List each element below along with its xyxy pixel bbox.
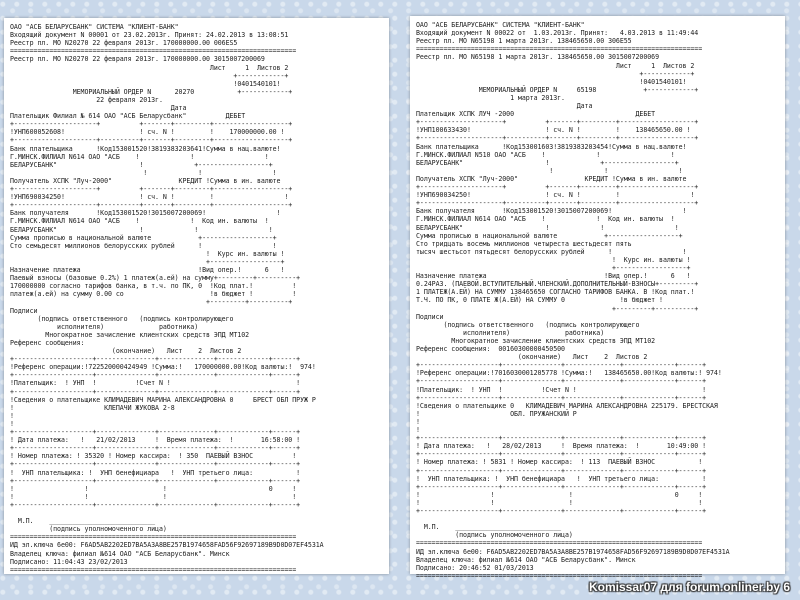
document-line: Г.МИНСК.ФИЛИАЛ N614 ОАО "АСБ ! ! Код ин. валюты ! — [416, 215, 675, 224]
document-line: +--------------------+---------------+--------------+-------------+------+ — [10, 428, 301, 436]
document-line: !0401540101! — [416, 77, 691, 86]
document-line: Многократное зачисление клиентских средств ЭПД МТ102 — [416, 336, 656, 345]
document-line: !Плательщик: ! УНП ! !Счет N ! ! — [416, 385, 707, 394]
document-line: платеж(а.ей) на сумму 0.00 со !в бюджет ! ! — [10, 290, 297, 299]
document-line: ! Номер платежа: ! 35320 ! Номер кассира: ! 350 ПАЕВЫЙ ВЗНОС ! — [10, 452, 297, 461]
page-number: 6 — [783, 580, 790, 594]
document-line: +--------------------+---------------+--------------+-------------+------+ — [10, 387, 301, 396]
document-line: +---------+----------+ — [416, 304, 699, 313]
document-line: +--------------------+---------------+--------------+-------------+------+ — [10, 476, 301, 485]
document-line: Входящий документ N 00001 от 23.02.2013г. Принят: 24.02.2013 в 13:08:51 — [10, 31, 289, 40]
document-line: +--------------------+---------------+--------------+-------------+------+ — [416, 361, 707, 370]
document-line: М.П. ___________________________ — [416, 523, 562, 532]
credit-text: Komissar07 для forum.onliner.by — [589, 580, 780, 594]
right-payment-order-document — [410, 16, 785, 580]
document-line: ! ОБЛ. ПРУЖАНСКИЙ Р — [416, 409, 577, 418]
document-line: +--------------------+---------------+--------------+-------------+------+ — [10, 371, 301, 380]
document-line: ИД эл.ключа 6е00: F6AD5AB2202ED7BA5A3A8BE257B1974658FAD56F92697189B9D0D07EF4531A — [416, 547, 730, 556]
document-line: ! ! ! 0 ! — [10, 484, 297, 493]
document-line: Дата — [10, 104, 187, 112]
document-line: !Референс операции:!722520000424949 !Сумма:! 170000000.00!Код валюты:! 974! — [10, 363, 316, 372]
document-line: ========================================================================= — [10, 47, 297, 56]
document-line: MЕМОРИАЛЬНЫЙ ОРДЕР N 65198 +------------+ — [416, 85, 699, 94]
document-line: ОАО "АСБ БЕЛАРУСБАНК" СИСТЕМА "КЛИЕНТ-БАНК" — [416, 21, 585, 29]
document-line: +------------+ — [10, 71, 289, 80]
document-line: !Референс операции:!7016030001205778 !Сумма:! 138465650.00!Код валюты:! 974! — [416, 369, 722, 378]
forum-credit-watermark — [589, 580, 790, 594]
document-line: +---------------------+----------+-------+---------+-------------------+ — [10, 201, 293, 210]
document-line: Сто тридцать восемь миллионов четыреста шестьдесят пять — [416, 239, 632, 248]
document-line: ! УНП плательщика: ! УНП бенефициара ! УНП третьего лица: ! — [10, 468, 301, 477]
document-line: Назначение платежа !Вид опер.! 6 ! — [10, 266, 285, 274]
document-line: +---------------------+ +-------+---------+-------------------+ — [416, 118, 699, 127]
document-line: Г.МИНСК.ФИЛИАЛ N614 ОАО "АСБ ! ! Код ин. валюты ! — [10, 217, 269, 226]
document-line: MЕМОРИАЛЬНЫЙ ОРДЕР N 20270 +------------+ — [10, 87, 293, 96]
document-line: ! Курс ин. валюты ! — [10, 249, 285, 258]
document-line: !УНП100633430! ! сч. N ! ! 138465650.00 ! — [416, 126, 691, 135]
document-line: +--------------------+---------------+--------------+-------------+------+ — [416, 434, 707, 443]
document-line: Получатель ХСПК "Луч-2000" КРЕДИТ !Сумма в ин. валюте — [10, 176, 281, 185]
document-line: !УНП600052608! ! сч. N ! ! 170000000.00 ! — [10, 128, 285, 137]
document-line: Многократное зачисление клиентских средств ЭПД МТ102 — [10, 330, 250, 339]
document-line: Дата — [416, 102, 593, 110]
document-line: !УНП690034250! ! сч. N ! ! ! — [416, 191, 695, 200]
document-line: ОАО "АСБ БЕЛАРУСБАНК" СИСТЕМА "КЛИЕНТ-БАНК" — [10, 23, 179, 31]
document-line: +--------------------+---------------+--------------+-------------+------+ — [416, 393, 707, 402]
document-line: Назначение платежа !Вид опер.! 6 ! — [416, 272, 691, 281]
document-line: Владелец ключа: филиал №614 ОАО "АСБ Беларусбанк". Минск — [416, 555, 636, 564]
document-line: (подпись ответственного (подпись контролирующего — [416, 320, 640, 329]
document-line: !УНП690034250! ! сч. N ! ! ! — [10, 193, 289, 202]
document-line: Сумма прописью в национальной валюте +------------------+ — [416, 231, 683, 240]
document-line: ========================================================================= — [10, 533, 297, 542]
document-line: +---------------------+----------+-------+---------+-------------------+ — [416, 134, 699, 143]
document-line: ! — [10, 411, 14, 420]
document-line: !Плательщик: ! УНП ! !Счет N ! ! — [10, 379, 301, 388]
document-line: +--------------------+---------------+--------------+-------------+------+ — [10, 460, 301, 469]
document-line: (подпись уполномоченного лица) — [10, 525, 167, 534]
document-line: Реестр пл. МО N65198 1 марта 2013г. 138465650.00 3015007200069 — [416, 53, 660, 62]
document-line: Банк плательщика !Код153001603!3819383203454!Сумма в нац.валюте! — [416, 142, 687, 151]
document-line: Плательщик ХСПК ЛУЧ -2000 ДЕБЕТ — [416, 110, 656, 119]
document-line: +--------------------+---------------+--------------+-------------+------+ — [416, 466, 707, 475]
document-line: +--------------------+---------------+--------------+-------------+------+ — [416, 450, 707, 459]
document-line: М.П. ___________________________ — [10, 517, 156, 526]
document-line: Г.МИНСК.ФИЛИАЛ N614 ОАО "АСБ ! ! ! — [10, 152, 269, 161]
document-line: +--------------------+---------------+--------------+-------------+------+ — [416, 507, 707, 515]
document-line: ! — [10, 419, 14, 428]
document-line: Входящий документ N 00022 от 1.03.2013г. Принят: 4.03.2013 в 11:49:44 — [416, 29, 699, 38]
document-line: ========================================================================= — [10, 565, 297, 574]
document-line: Г.МИНСК.ФИЛИАЛ N510 ОАО "АСБ ! ! ! — [416, 150, 675, 159]
document-line: Плательщик Филиал № 614 ОАО "АСБ Беларусбанк" ДЕБЕТ — [10, 112, 246, 121]
document-line: Референс сообщения: — [10, 338, 85, 347]
document-line: ! Дата платежа: ! 28/02/2013 ! Время платежа: ! 10:49:00 ! — [416, 442, 707, 451]
document-line: БЕЛАРУСБАНК" ! ! ! — [416, 223, 679, 232]
document-line: (подпись ответственного (подпись контролирующего — [10, 314, 234, 323]
document-line: ========================================================================= — [416, 539, 703, 548]
document-line: +--------------------+---------------+--------------+-------------+------+ — [416, 482, 707, 491]
document-line: +---------------------+----------+-------+---------+-------------------+ — [10, 136, 293, 145]
document-line: ========================================================================= — [416, 45, 703, 54]
document-line: +------------------+ — [416, 264, 691, 272]
document-line: ИД эл.ключа 6е00: F6AD5AB2202ED7BA5A3A8BE257B1974658FAD56F92697189B9D0D07EF4531A — [10, 541, 324, 550]
document-line: Сто семьдесят миллионов белорусских рублей ! ! — [10, 241, 277, 250]
document-line: ! — [416, 426, 420, 434]
document-line: Банк получателя !Код153001520!3015007200069! ! — [10, 209, 281, 218]
document-line: +--------------------+---------------+--------------+-------------+------+ — [416, 377, 707, 386]
document-line: ! ! ! — [416, 166, 683, 175]
document-line: ! ! ! — [10, 168, 277, 177]
document-line: (окончание) Лист 2 Листов 2 — [416, 353, 648, 362]
document-line: Банк получателя !Код153001520!3015007200069! ! — [416, 207, 687, 216]
document-line: Реестр пл. МО N20270 22 февраля 2013г. 170000000.00 3015007200069 — [10, 55, 265, 64]
document-line: тысяч шестьсот пятьдесят белорусских рублей ! ! — [416, 247, 687, 256]
document-line: ! УНП плательщика: ! УНП бенефициара ! УНП третьего лица: ! — [416, 474, 707, 483]
document-line: +---------+----------+ — [10, 298, 293, 307]
document-line: Реестр пл. МО N65198 1 марта 2013г. 138465650.00 306E55 — [416, 37, 632, 46]
document-line: 22 февраля 2013г. — [10, 95, 163, 104]
document-line: исполнителя) работника) — [10, 322, 199, 331]
document-line: ========================================================================= — [416, 571, 703, 580]
document-line: ! ! ! ! — [10, 492, 297, 501]
document-line: Подписано: 11:04:43 23/02/2013 — [10, 557, 128, 566]
document-line: !Сведения о плательщике КЛИМАДЕВИЧ МАРИНА АЛЕКСАНДРОВНА 0 БРЕСТ ОБЛ ПРУЖ Р — [10, 395, 316, 404]
document-line: Подписано: 20:46:52 01/03/2013 — [416, 563, 534, 572]
document-line: БЕЛАРУСБАНК" ! +------------------+ — [10, 160, 273, 169]
document-line: 1 ПЛАТЕЖ(А.ЕЙ) НА СУММУ 138465650 СОГЛАСНО ТАРИФОВ БАНКА. В !Код плат.! — [416, 288, 695, 297]
document-line: Получатель ХСПК "Луч-2000" КРЕДИТ !Сумма в ин. валюте — [416, 174, 687, 183]
document-line: !0401540101! — [10, 79, 285, 88]
document-line: исполнителя) работника) — [416, 328, 605, 337]
document-line: ! ! ! 0 ! — [416, 490, 703, 499]
document-line: +------------------+ — [10, 257, 285, 266]
document-line: 1 марта 2013г. — [416, 93, 565, 102]
document-line: Паевый взносы (базовые 0.2%) 1 платеж(а.ей) на сумму+---------+----------+ — [10, 274, 301, 283]
document-line: Т.Ч. ПО ПК, 0 ПЛАТЕ Ж(А.ЕЙ) НА СУММУ 0 !в бюджет ! — [416, 296, 663, 305]
document-line: +---------------------+ +-------+---------+-------------------+ — [10, 120, 293, 129]
document-line: 170000000 согласно тарифов банка, в т.ч. по ПК, 0 !Код плат.! ! — [10, 282, 297, 291]
document-line: Лист 1 Листов 2 — [10, 63, 289, 72]
document-line: ! Курс ин. валюты ! — [416, 255, 691, 264]
document-line: Банк плательщика !Код153001520!3819383203641!Сумма в нац.валюте! — [10, 144, 281, 153]
document-line: ! Номер платежа: ! 5831 ! Номер кассира: ! 113 ПАЕВЫЙ ВЗНОС ! — [416, 458, 703, 467]
document-line: БЕЛАРУСБАНК" ! ! ! — [10, 225, 273, 234]
document-line: +------------+ — [416, 69, 695, 78]
left-payment-order-document — [4, 18, 389, 574]
document-line: Референс сообщения: 00160300000450500 — [416, 345, 565, 353]
document-line: Сумма прописью в национальной валюте +------------------+ — [10, 233, 277, 242]
document-line: Реестр пл. МО N20270 22 февраля 2013г. 170000000.00 006ES5 — [10, 39, 238, 48]
document-line: +---------------------+----------+-------+---------+-------------------+ — [416, 199, 699, 208]
document-line: +---------------------+ +-------+---------+-------------------+ — [416, 183, 699, 191]
document-line: БЕЛАРУСБАНК" ! +------------------+ — [416, 158, 679, 167]
document-line: ! ! ! ! — [416, 498, 703, 507]
document-line: +---------------------+ +-------+---------+-------------------+ — [10, 185, 293, 193]
document-line: +--------------------+---------------+--------------+-------------+------+ — [10, 500, 301, 509]
document-line: ! — [416, 417, 420, 426]
document-line: +--------------------+---------------+--------------+-------------+------+ — [10, 444, 301, 453]
document-line: Владелец ключа: филиал №614 ОАО "АСБ Беларусбанк". Минск — [10, 549, 230, 558]
document-line: 0.24РАЗ. (ПАЕВОЙ.ВСТУПИТЕЛЬНЫЙ.ЧЛЕНСКИЙ.ДОПОЛНИТЕЛЬНЫЙ-ВЗНОСЫ+---------+ — [416, 280, 699, 289]
document-line: +--------------------+---------------+--------------+-------------+------+ — [10, 355, 301, 364]
document-line: ! КЛЕПАЧИ ЖУКОВА 2-8 — [10, 403, 175, 412]
document-line: Подписи — [10, 306, 38, 315]
document-line: ! Дата платежа: ! 21/02/2013 ! Время платежа: ! 16:58:00 ! — [10, 436, 301, 445]
document-line: Лист 1 Листов 2 — [416, 61, 695, 70]
document-line: !Сведения о плательщике 0 КЛИМАДЕВИЧ МАРИНА АЛЕКСАНДРОВНА 225179. БРЕСТСКАЯ — [416, 401, 718, 410]
document-line: Подписи — [416, 312, 444, 321]
document-line: (подпись уполномоченного лица) — [416, 531, 573, 540]
document-line: (окончание) Лист 2 Листов 2 — [10, 347, 242, 355]
